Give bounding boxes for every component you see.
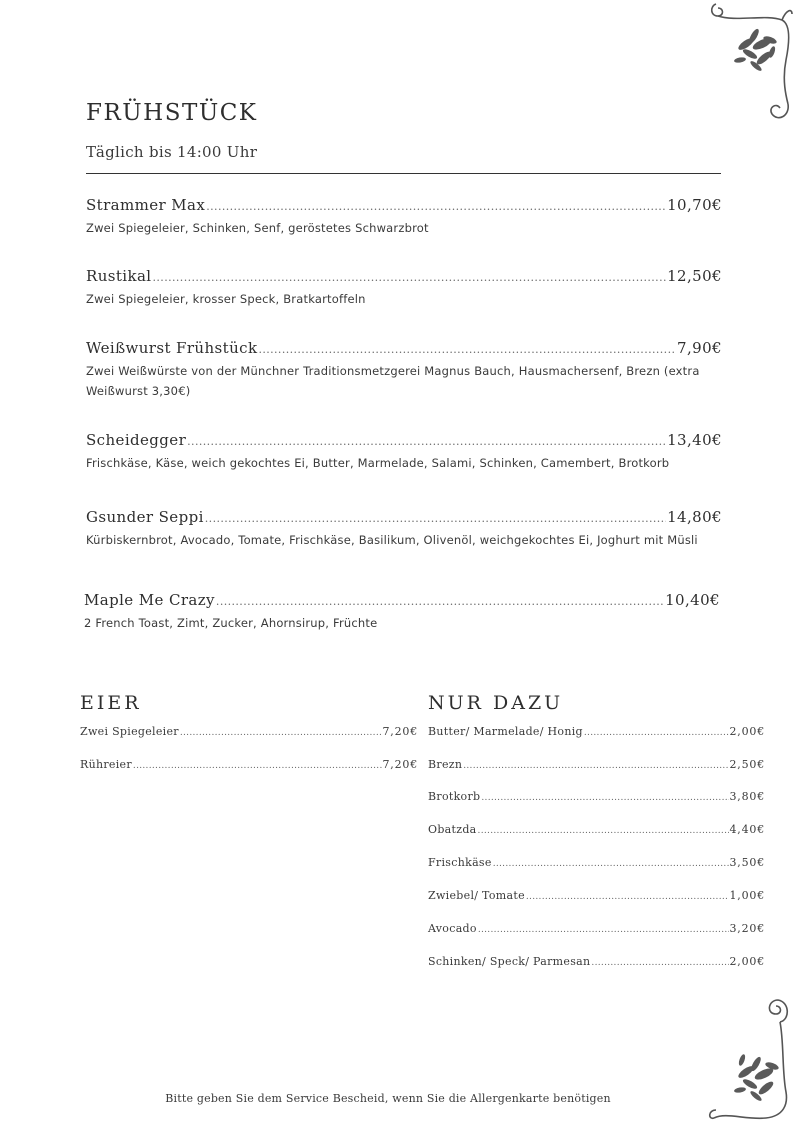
item-description: Kürbiskernbrot, Avocado, Tomate, Frischkäse, Basilikum, Olivenöl, weichgekochtes Ei, Joghurt mit Müsli <box>86 533 698 547</box>
extra-item: Butter/ Marmelade/ Honig ..... 2,00€ <box>428 725 765 738</box>
item-price: 7,90€ <box>677 339 722 357</box>
item-price: 10,70€ <box>667 196 722 214</box>
item-name: Gsunder Seppi <box>86 508 204 526</box>
opening-hours: Täglich bis 14:00 Uhr <box>86 143 258 161</box>
item-price: 12,50€ <box>667 267 722 285</box>
extra-item: Brotkorb ..... 3,80€ <box>428 790 765 803</box>
eier-item: Rühreier ..... 7,20€ <box>80 758 418 771</box>
item-name: Scheidegger <box>86 431 187 449</box>
item-price: 14,80€ <box>667 508 722 526</box>
item-name: Strammer Max <box>86 196 206 214</box>
menu-item-rustikal <box>86 267 722 309</box>
floral-ornament-top-icon <box>706 0 794 132</box>
menu-item-strammer-max <box>86 196 722 238</box>
item-description: Zwei Spiegeleier, Schinken, Senf, geröstetes Schwarzbrot <box>86 221 429 235</box>
menu-item-gsunder-seppi <box>86 508 722 550</box>
item-description: Zwei Spiegeleier, krosser Speck, Bratkartoffeln <box>86 292 366 306</box>
extra-item: Obatzda ..... 4,40€ <box>428 823 765 836</box>
extra-item: Zwiebel/ Tomate ..... 1,00€ <box>428 889 765 902</box>
item-description: Frischkäse, Käse, weich gekochtes Ei, Butter, Marmelade, Salami, Schinken, Camembert, Brotkorb <box>86 456 670 470</box>
item-description: 2 French Toast, Zimt, Zucker, Ahornsirup, Früchte <box>84 616 378 630</box>
menu-item-maple-me-crazy <box>84 591 720 633</box>
eier-item: Zwei Spiegeleier ..... 7,20€ <box>80 725 418 738</box>
section-title-eier: EIER <box>80 692 142 714</box>
allergen-note: Bitte geben Sie dem Service Bescheid, wenn Sie die Allergenkarte benötigen <box>165 1092 611 1105</box>
item-name: Rustikal <box>86 267 152 285</box>
extra-item: Brezn ..... 2,50€ <box>428 758 765 771</box>
extra-item: Schinken/ Speck/ Parmesan ..... 2,00€ <box>428 955 765 968</box>
extra-item: Frischkäse ..... 3,50€ <box>428 856 765 869</box>
item-price: 10,40€ <box>665 591 720 609</box>
menu-item-scheidegger <box>86 431 722 473</box>
section-title-nur-dazu: NUR DAZU <box>428 692 564 714</box>
title-divider <box>86 173 721 174</box>
item-description: Zwei Weißwürste von der Münchner Traditionsmetzgerei Magnus Bauch, Hausmachersenf, Brezn (extra Weißwurst 3,30€) <box>86 364 700 398</box>
page-title: FRÜHSTÜCK <box>86 100 258 126</box>
item-name: Maple Me Crazy <box>84 591 215 609</box>
item-name: Weißwurst Frühstück <box>86 339 258 357</box>
item-price: 13,40€ <box>667 431 722 449</box>
extra-item: Avocado ..... 3,20€ <box>428 922 765 935</box>
menu-item-weisswurst <box>86 339 722 401</box>
